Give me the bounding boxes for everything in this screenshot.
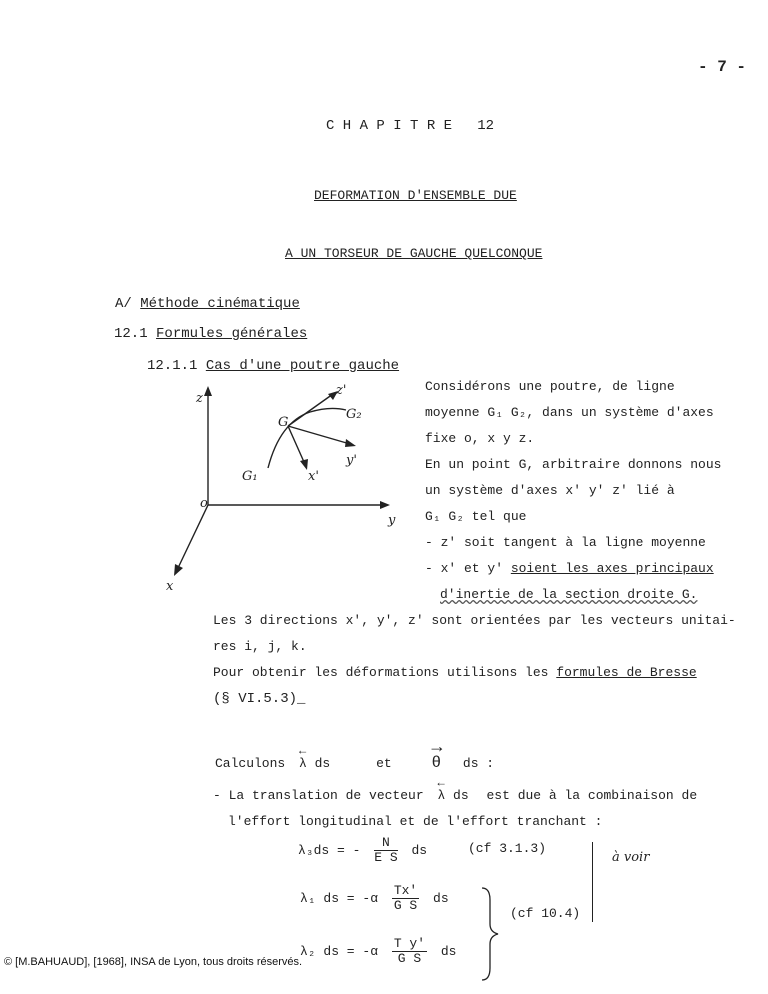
translation-line-2: l'effort longitudinal et de l'effort tranchant : <box>228 814 603 829</box>
eq2-numerator: Tx' <box>393 883 418 898</box>
calculons-word: Calculons <box>215 756 286 771</box>
ds-colon: ds : <box>462 756 495 771</box>
y-prime-axis <box>288 426 350 444</box>
right-text-line-2: moyenne G₁ G₂, dans un système d'axes <box>425 405 714 420</box>
x-prime-label: x' <box>308 469 319 484</box>
chapter-heading: C H A P I T R E 12 <box>326 118 495 134</box>
et-word: et <box>376 756 392 771</box>
right-text-line-8-start: - x' et y' <box>425 561 511 576</box>
translation-end: est due à la combinaison de <box>486 788 698 803</box>
right-text-line-3: fixe o, x y z. <box>425 431 535 446</box>
eq1-denominator: E S <box>374 850 398 865</box>
title-line-2: A UN TORSEUR DE GAUCHE QUELCONQUE <box>285 246 543 261</box>
x-axis-label: x <box>166 579 174 594</box>
eq2-lhs: λ₁ ds = -α <box>300 890 379 906</box>
right-text-line-4: En un point G, arbitraire donnons nous <box>425 457 722 472</box>
margin-bar <box>592 842 593 922</box>
eq2-reference: (cf 10.4) <box>510 906 581 921</box>
z-prime-axis <box>288 394 333 426</box>
eq3-numerator: T y' <box>393 936 426 951</box>
brace-path <box>482 888 498 980</box>
body-line-2: res i, j, k. <box>213 639 307 654</box>
y-prime-arrowhead <box>345 439 356 447</box>
eq3-fraction <box>392 937 427 966</box>
eq2-denominator: G S <box>393 898 418 913</box>
eq3-lhs: λ₂ ds = -α <box>300 943 379 959</box>
right-text-line-8 <box>425 561 714 576</box>
eq3-denominator: G S <box>397 951 422 966</box>
subsection-number: 12.1 <box>114 326 148 342</box>
body-line-3-start: Pour obtenir les déformations utilisons les <box>213 665 557 680</box>
eq2-fraction <box>392 884 419 913</box>
section-text: Méthode cinématique <box>140 296 300 312</box>
eq3-rhs: ds <box>440 943 457 959</box>
page-number: - 7 - <box>697 58 746 76</box>
copyright-notice: © [M.BAHUAUD], [1968], INSA de Lyon, tous droits réservés. <box>4 956 303 968</box>
origin-label: o <box>200 496 208 511</box>
x-prime-arrowhead <box>300 459 308 470</box>
subsubsection-text: Cas d'une poutre gauche <box>205 358 400 374</box>
g1-label: G₁ <box>242 469 258 484</box>
right-text-line-9: d'inertie de la section droite G. <box>440 587 698 602</box>
g2-label: G₂ <box>346 407 362 422</box>
equation-3 <box>300 937 456 966</box>
subsection-heading <box>114 326 307 342</box>
title-line-1: DEFORMATION D'ENSEMBLE DUE <box>314 188 517 203</box>
y-axis-label: y <box>388 513 396 528</box>
right-text-line-6: G₁ G₂ tel que <box>425 509 527 524</box>
z-axis-label: z <box>196 391 203 406</box>
body-line-4: (§ VI.5.3)_ <box>213 691 306 707</box>
x-prime-axis <box>288 426 304 462</box>
bresse-formulas: formules de Bresse <box>556 665 697 680</box>
body-line-3 <box>213 665 697 680</box>
equations-brace <box>474 884 514 984</box>
right-text-line-7: - z' soit tangent à la ligne moyenne <box>425 535 706 550</box>
body-line-1: Les 3 directions x', y', z' sont orientées par les vecteurs unitai- <box>213 613 736 628</box>
theta-vector: → θ <box>431 754 441 772</box>
eq1-rhs: ds <box>411 842 428 858</box>
translation-lambda-vector: ← λ ds <box>437 788 468 803</box>
equation-2 <box>300 884 449 913</box>
y-axis-arrowhead <box>380 501 390 509</box>
eq1-lhs: λ₃ds = - <box>298 842 361 858</box>
calculons-line <box>215 754 494 772</box>
x-axis <box>178 505 208 568</box>
translation-start: - La translation de vecteur <box>213 788 424 803</box>
translation-line-1 <box>213 788 697 803</box>
eq2-rhs: ds <box>433 890 449 906</box>
margin-note: à voir <box>612 850 650 865</box>
lambda-vector: ← λ ds <box>299 756 330 771</box>
z-axis-arrowhead <box>204 386 212 396</box>
axes-figure <box>150 380 400 595</box>
x-axis-arrowhead <box>174 564 183 576</box>
eq1-fraction <box>374 836 397 865</box>
equation-1 <box>298 836 427 865</box>
eq1-reference: (cf 3.1.3) <box>468 841 547 856</box>
y-prime-label: y' <box>346 453 357 468</box>
right-text-line-8-underlined: soient les axes principaux <box>510 561 714 576</box>
subsubsection-number: 12.1.1 <box>147 358 198 374</box>
eq1-numerator: N <box>374 836 397 851</box>
section-heading <box>115 296 300 312</box>
section-label: A/ <box>115 296 132 312</box>
z-prime-label: z' <box>336 383 347 398</box>
subsection-text: Formules générales <box>156 326 308 342</box>
right-text-line-1: Considérons une poutre, de ligne <box>425 379 675 394</box>
right-text-line-5: un système d'axes x' y' z' lié à <box>425 483 675 498</box>
subsubsection-heading <box>147 358 399 374</box>
point-g-label: G <box>278 415 289 430</box>
